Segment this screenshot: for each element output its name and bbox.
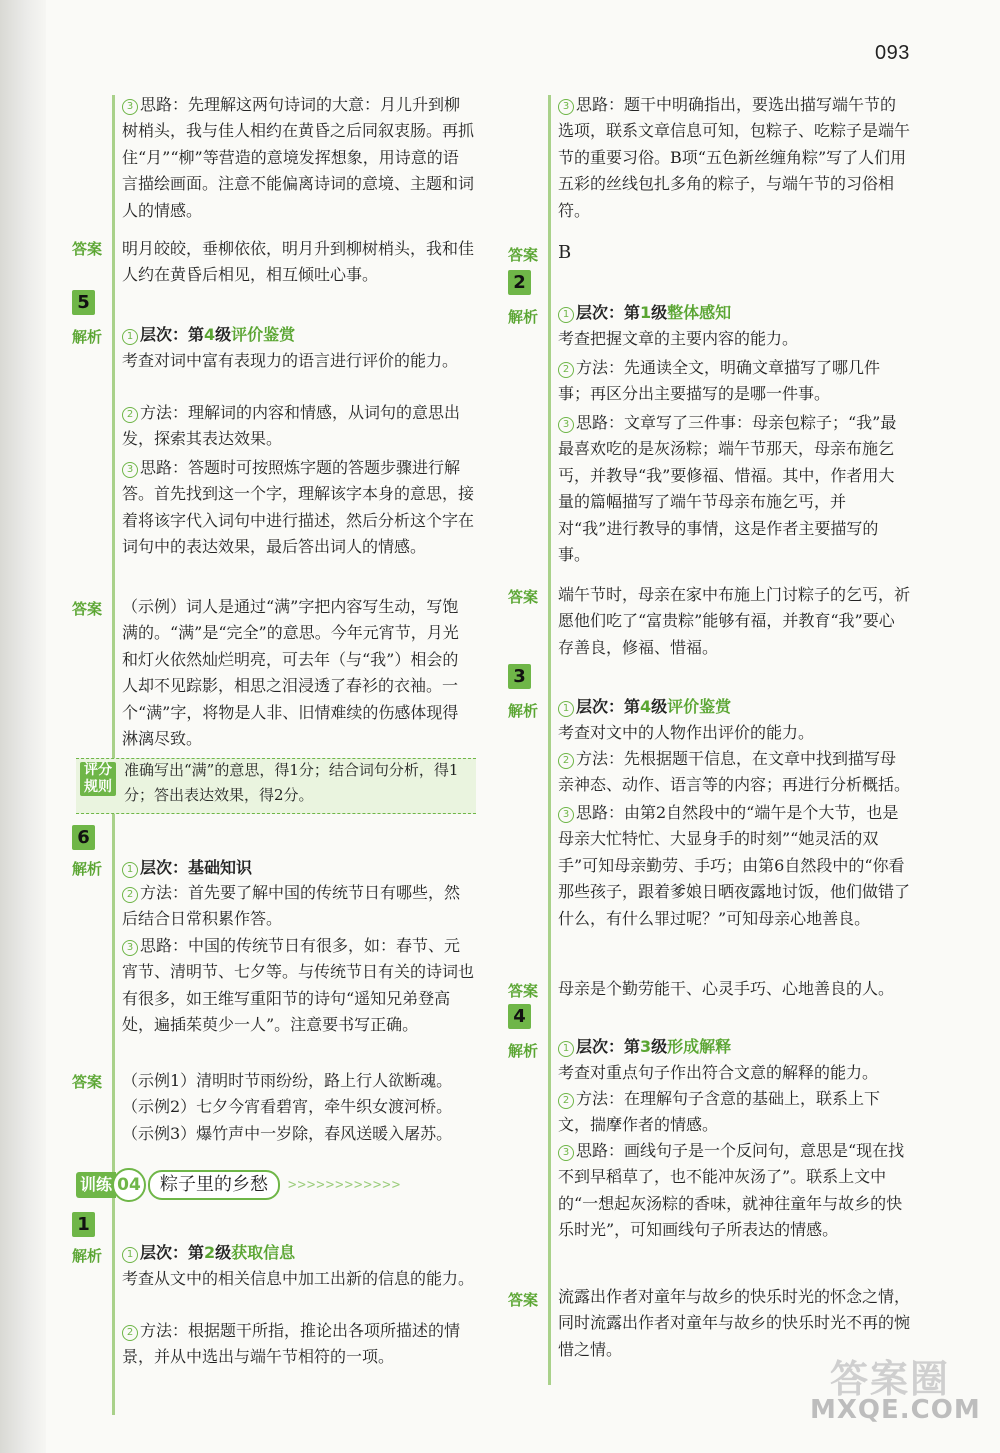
circled-3-icon: 3: [558, 807, 574, 823]
q5-number: 5: [72, 290, 95, 315]
q6-method: 2 方法：首先要了解中国的传统节日有哪些，然后结合日常积累作答。: [122, 883, 461, 929]
circled-3-icon: 3: [558, 417, 574, 433]
q5-analysis-tag: 解析: [72, 328, 103, 346]
t1-answer-tag: 答案: [508, 246, 539, 264]
t2-answer: 端午节时，母亲在家中布施上门讨粽子的乞丐，祈愿他们吃了“富贵粽”能够有福，并教育“我”要心存善良，修福、惜福。: [558, 585, 911, 657]
circled-1-icon: 1: [122, 862, 138, 878]
t1-analysis-tag: 解析: [72, 1247, 103, 1265]
q5-thinking: 3 思路：答题时可按照炼字题的答题步骤进行解答。首先找到这一个字，理解该字本身的意思，接着将该字代入词句中进行描述，然后分析这个字在词句中的表达效果，最后答出词人的情感。: [122, 458, 475, 557]
t2-thinking: 3 思路：文章写了三件事：母亲包粽子；“我”最最喜欢吃的是灰汤粽；端午节那天，母亲布施乞丐，并教导“我”要修福、惜福。其中，作者用大量的篇幅描写了端午节母亲布施乞丐，并对“我”进行教导的事情，这是作者主要描写的事。: [558, 413, 897, 565]
t4-answer: 流露出作者对童年与故乡的快乐时光的怀念之情，同时流露出作者对童年与故乡的快乐时光不再的惋惜之情。: [558, 1287, 911, 1359]
watermark-url: MXQE.COM: [810, 1395, 981, 1425]
t3-analysis-tag: 解析: [508, 702, 539, 720]
t3-level: 1 层次：第4级评价鉴赏 考查对文中的人物作出评价的能力。: [558, 697, 815, 743]
q4-answer: 明月皎皎，垂柳依依，明月升到柳树梢头，我和佳人约在黄昏后相见，相互倾吐心事。: [122, 239, 475, 285]
t4-thinking: 3 思路：画线句子是一个反问句，意思是“现在找不到早稻草了，也不能冲灰汤了”。联系上文中的“一想起灰汤粽的香味，就神往童年与故乡的快乐时光”，可知画线句子所表达的情感。: [558, 1141, 905, 1240]
circled-1-icon: 1: [558, 701, 574, 717]
circled-1-icon: 1: [122, 1247, 138, 1263]
t3-answer: 母亲是个勤劳能干、心灵手巧、心地善良的人。: [558, 979, 895, 998]
circled-3-icon: 3: [122, 462, 138, 478]
circled-1-icon: 1: [122, 329, 138, 345]
q6-thinking: 3 思路：中国的传统节日有很多，如：春节、元宵节、清明节、七夕等。与传统节日有关的诗词也有很多，如王维写重阳节的诗句“遥知兄弟登高处，遍插茱萸少一人”。注意要书写正确。: [122, 936, 475, 1035]
circled-2-icon: 2: [122, 407, 138, 423]
t3-answer-tag: 答案: [508, 982, 539, 1000]
t1-method: 2 方法：根据题干所指，推论出各项所描述的情景，并从中选出与端午节相符的一项。: [122, 1321, 461, 1367]
q4-answer-tag: 答案: [72, 240, 103, 258]
left-margin-rule: [112, 95, 115, 1415]
q6-number: 6: [72, 825, 95, 850]
t4-method: 2 方法：在理解句子含意的基础上，联系上下文，揣摩作者的情感。: [558, 1089, 881, 1135]
watermark-logo: 答案圈: [830, 1357, 951, 1401]
t4-answer-tag: 答案: [508, 1291, 539, 1309]
q5-scoring-rule: 准确写出“满”的意思，得1分；结合词句分析，得1分；答出表达效果，得2分。: [124, 761, 459, 804]
t1-thinking: 3 思路：题干中明确指出，要选出描写端午节的选项，联系文章信息可知，包粽子、吃粽子是端午节的重要习俗。B项“五色新丝缠角粽”写了人们用五彩的丝线包扎多角的粽子，与端午节的习俗相符。: [558, 95, 911, 220]
q6-answer-item: （示例3）爆竹声中一岁除，春风送暖入屠苏。: [122, 1123, 453, 1143]
circled-2-icon: 2: [122, 887, 138, 903]
t2-analysis-tag: 解析: [508, 308, 539, 326]
t1-level: 1 层次：第2级获取信息 考查从文中的相关信息中加工出新的信息的能力。: [122, 1243, 475, 1289]
t1-answer: B: [558, 242, 572, 263]
circled-3-icon: 3: [122, 940, 138, 956]
t1-number: 1: [72, 1212, 95, 1237]
t3-method: 2 方法：先根据题干信息，在文章中找到描写母亲神态、动作、语言等的内容；再进行分析概括。: [558, 749, 911, 795]
q6-analysis-tag: 解析: [72, 860, 103, 878]
t4-number: 4: [508, 1004, 531, 1029]
q4-thinking: 3 思路：先理解这两句诗词的大意：月儿升到柳树梢头，我与佳人相约在黄昏之后同叙衷肠。再抓住“月”“柳”等营造的意境发挥想象，用诗意的语言描绘画面。注意不能偏离诗词的意境、主题和词人的情感。: [122, 95, 475, 220]
q5-answer: （示例）词人是通过“满”字把内容写生动，写饱满的。“满”是“完全”的意思。今年元宵节，月光和灯火依然灿烂明亮，可去年（与“我”）相会的人却不见踪影，相思之泪浸透了春衫的衣袖。一个“满”字，将物是人非、旧情难续的伤感体现得淋漓尽致。: [122, 597, 459, 749]
t2-method: 2 方法：先通读全文，明确文章描写了哪几件事；再区分出主要描写的是哪一件事。: [558, 358, 881, 404]
circled-2-icon: 2: [558, 753, 574, 769]
page-number: 093: [875, 42, 910, 64]
t4-analysis-tag: 解析: [508, 1042, 539, 1060]
circled-3-icon: 3: [558, 99, 574, 115]
circled-1-icon: 1: [558, 307, 574, 323]
t2-answer-tag: 答案: [508, 588, 539, 606]
circled-3-icon: 3: [558, 1145, 574, 1161]
circled-2-icon: 2: [558, 1093, 574, 1109]
right-margin-rule: [548, 95, 551, 1385]
circled-1-icon: 1: [558, 1041, 574, 1057]
q6-answer-item: （示例2）七夕今宵看碧宵，牵牛织女渡河桥。: [122, 1097, 453, 1117]
t2-level: 1 层次：第1级整体感知 考查把握文章的主要内容的能力。: [558, 303, 799, 349]
circled-2-icon: 2: [558, 362, 574, 378]
q6-level: 1 层次：基础知识: [122, 855, 474, 881]
t2-number: 2: [508, 270, 531, 295]
training-title: 粽子里的乡愁: [148, 1170, 280, 1200]
q6-answer-list: [122, 1068, 474, 1147]
circled-2-icon: 2: [122, 1325, 138, 1341]
q5-answer-tag: 答案: [72, 600, 103, 618]
t3-thinking: 3 思路：由第2自然段中的“端午是个大节，也是母亲大忙特忙、大显身手的时刻”“她灵活的双手”可知母亲勤劳、手巧；由第6自然段中的“你看那些孩子，跟着爹娘日晒夜露地讨饭，他们做错了什么，有什么罪过呢？”可知母亲心地善良。: [558, 803, 911, 928]
q6-answer-tag: 答案: [72, 1073, 103, 1091]
q6-answer-item: （示例1）清明时节雨纷纷，路上行人欲断魂。: [122, 1071, 453, 1090]
book-spine-shadow: [0, 0, 46, 1453]
circled-3-icon: 3: [122, 99, 138, 115]
q5-method: 2 方法：理解词的内容和情感，从词句的意思出发，探索其表达效果。: [122, 403, 461, 449]
q5-scoring-rule-tag: 评分规则: [80, 762, 116, 796]
training-badge: 训练: [76, 1172, 116, 1198]
training-arrows-decoration: >>>>>>>>>>>>: [288, 1177, 402, 1193]
q5-level: 1 层次：第4级评价鉴赏 考查对词中富有表现力的语言进行评价的能力。: [122, 325, 459, 371]
training-04-header: [76, 1168, 401, 1202]
t4-level: 1 层次：第3级形成解释 考查对重点句子作出符合文意的解释的能力。: [558, 1037, 879, 1083]
t3-number: 3: [508, 664, 531, 689]
training-number: 04: [112, 1168, 146, 1202]
